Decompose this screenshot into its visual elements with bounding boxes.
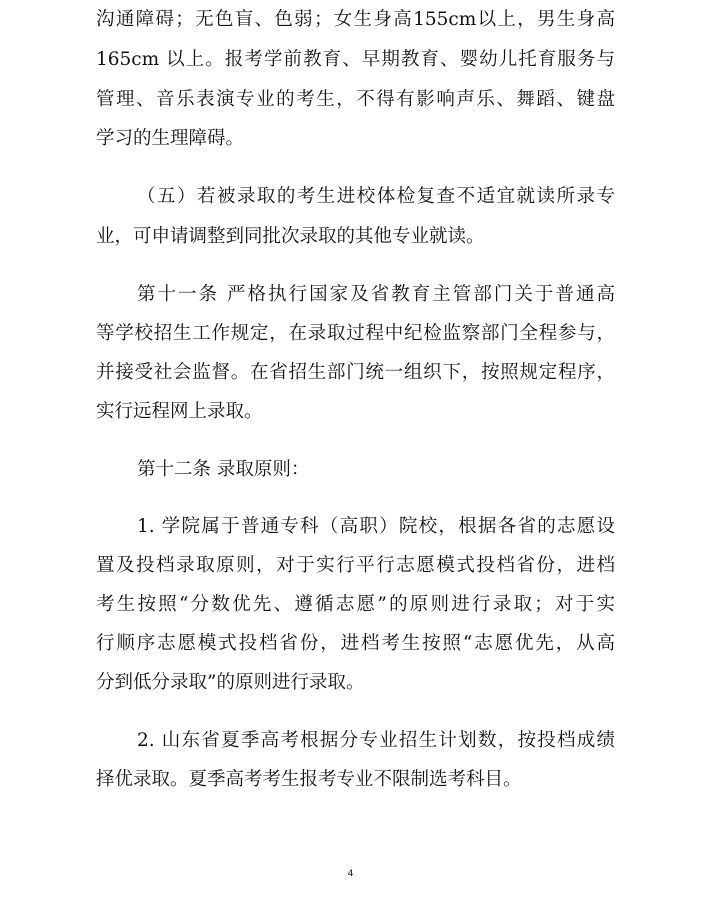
text-line: 1. 学院属于普通专科（高职）院校，根据各省的志愿设 — [137, 516, 615, 537]
page-number: 4 — [347, 869, 354, 879]
text-line: 实行远程网上录取。 — [96, 401, 263, 422]
text-line: 择优录取。夏季高考考生报考专业不限制选考科目。 — [96, 769, 522, 790]
text-line: 行顺序志愿模式投档省份，进档考生按照“志愿优先，从高 — [96, 633, 615, 654]
text-line: 第十一条 严格执行国家及省教育主管部门关于普通高 — [137, 284, 615, 305]
text-line: 等学校招生工作规定，在录取过程中纪检监察部门全程参与， — [96, 323, 615, 344]
text-line: 165cm 以上。报考学前教育、早期教育、婴幼儿托育服务与 — [96, 49, 615, 70]
text-line: 置及投档录取原则，对于实行平行志愿模式投档省份，进档 — [96, 555, 615, 576]
text-line: （五）若被录取的考生进校体检复查不适宜就读所录专 — [137, 186, 615, 207]
text-line: 业，可申请调整到同批次录取的其他专业就读。 — [96, 226, 485, 247]
text-line: 2. 山东省夏季高考根据分专业招生计划数，按投档成绩 — [137, 730, 615, 751]
text-line: 沟通障碍；无色盲、色弱；女生身高155cm以上，男生身高 — [96, 9, 615, 30]
text-line: 学习的生理障碍。 — [96, 128, 245, 149]
text-line: 并接受社会监督。在省招生部门统一组织下，按照规定程序， — [96, 362, 615, 383]
section-heading: 第十二条 录取原则： — [137, 459, 310, 480]
text-line: 管理、音乐表演专业的考生，不得有影响声乐、舞蹈、键盘 — [96, 89, 615, 110]
text-line: 分到低分录取”的原则进行录取。 — [96, 672, 365, 693]
text-line: 考生按照“分数优先、遵循志愿”的原则进行录取；对于实 — [96, 594, 615, 615]
